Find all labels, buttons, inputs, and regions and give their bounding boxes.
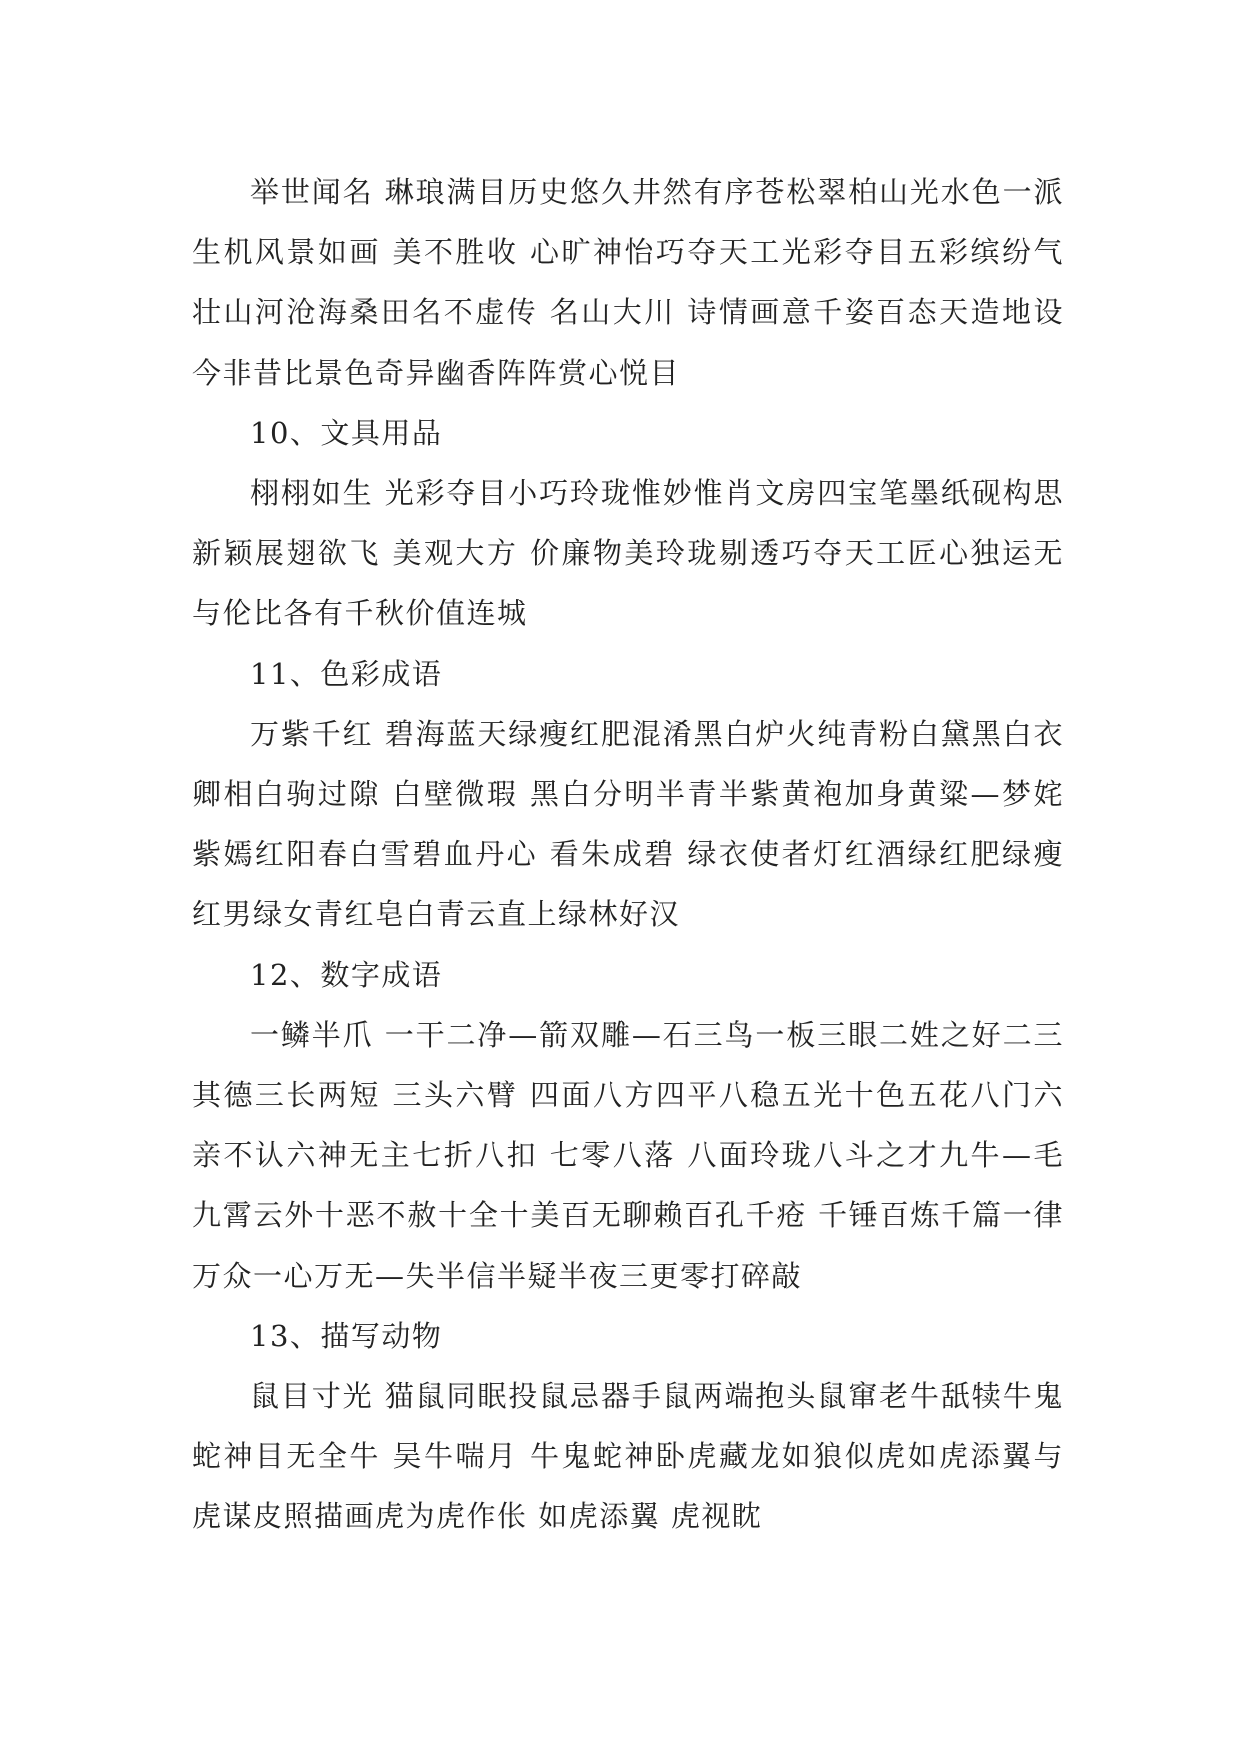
document-page	[192, 162, 1064, 1547]
section-heading-stationery: 10、文具用品	[250, 415, 443, 450]
paragraph-number-idioms: 一鳞半爪 一干二净—箭双雕—石三鸟一板三眼二姓之好二三其德三长两短 三头六臂 四面八方四平八稳五光十色五花八门六亲不认六神无主七折八扣 七零八落 八面玲珑八斗之才九牛—毛九霄云外十恶不赦十全十美百无聊赖百孔千疮 千锤百炼千篇一律万众一心万无—失半信半疑半夜三更零打碎敲	[192, 1017, 1064, 1293]
section-heading-color-idioms: 11、色彩成语	[250, 656, 443, 691]
paragraph-animal-idioms: 鼠目寸光 猫鼠同眠投鼠忌器手鼠两端抱头鼠窜老牛舐犊牛鬼蛇神目无全牛 吴牛喘月 牛鬼蛇神卧虎藏龙如狼似虎如虎添翼与虎谋皮照描画虎为虎作伥 如虎添翼 虎视眈	[192, 1379, 1064, 1534]
section-heading-animal-idioms: 13、描写动物	[250, 1318, 443, 1353]
paragraph-color-idioms: 万紫千红 碧海蓝天绿瘦红肥混淆黑白炉火纯青粉白黛黑白衣卿相白驹过隙 白壁微瑕 黑白分明半青半紫黄袍加身黄粱—梦姹紫嫣红阳春白雪碧血丹心 看朱成碧 绿衣使者灯红酒绿红肥绿瘦红男绿女青红皂白青云直上绿林好汉	[192, 716, 1064, 932]
paragraph-scenery-idioms: 举世闻名 琳琅满目历史悠久井然有序苍松翠柏山光水色一派生机风景如画 美不胜收 心旷神怡巧夺天工光彩夺目五彩缤纷气壮山河沧海桑田名不虚传 名山大川 诗情画意千姿百态天造地设今非昔比景色奇异幽香阵阵赏心悦目	[192, 175, 1064, 390]
section-heading-number-idioms: 12、数字成语	[250, 957, 443, 992]
paragraph-stationery-idioms: 栩栩如生 光彩夺目小巧玲珑惟妙惟肖文房四宝笔墨纸砚构思新颖展翅欲飞 美观大方 价廉物美玲珑剔透巧夺天工匠心独运无与伦比各有千秋价值连城	[192, 476, 1064, 631]
